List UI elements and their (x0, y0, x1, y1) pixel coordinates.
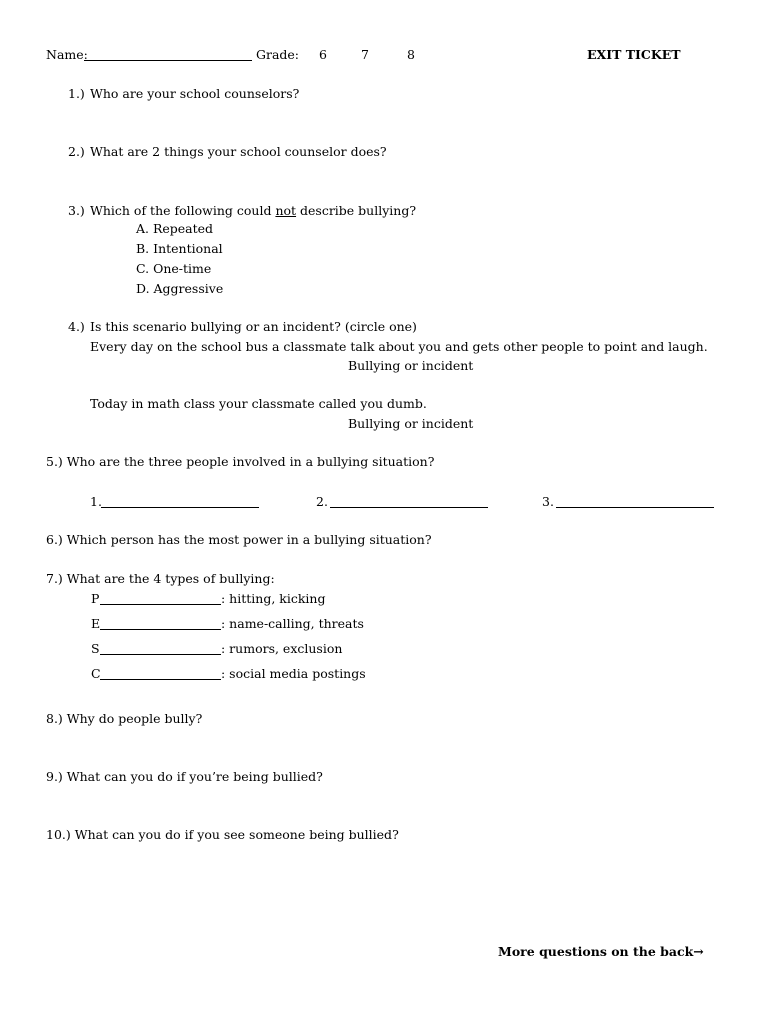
q5-blank-3[interactable] (556, 497, 714, 508)
q1-text: Who are your school counselors? (90, 86, 300, 101)
grade-label: Grade: (256, 47, 300, 62)
grade-option-7[interactable]: 7 (361, 47, 369, 62)
q7-type-e-desc: : name-calling, threats (221, 616, 364, 631)
q7-type-s-letter: S (91, 641, 100, 656)
q5-blank-1[interactable] (101, 497, 259, 508)
q3-option-a[interactable]: A. Repeated (136, 221, 214, 236)
q7-type-e-letter: E (91, 616, 101, 631)
q1-number: 1.) (68, 86, 85, 101)
name-label: Name: (46, 47, 88, 62)
q4-text: Is this scenario bullying or an incident? (circle one) (90, 319, 417, 334)
q4-scenario-1: Every day on the school bus a classmate talk about you and gets other people to point and laugh. (90, 339, 708, 354)
q3-option-d[interactable]: D. Aggressive (136, 281, 224, 296)
q7-type-p-desc: : hitting, kicking (221, 591, 326, 606)
q7-type-c-desc: : social media postings (221, 666, 366, 681)
q3-text (90, 205, 416, 218)
grade-option-8[interactable]: 8 (407, 47, 415, 62)
q7-type-p-blank[interactable] (100, 594, 221, 605)
q7-type-p-letter: P (91, 591, 100, 606)
q4-scenario-2: Today in math class your classmate called you dumb. (90, 396, 427, 411)
q5-blank-2-label: 2. (316, 494, 328, 509)
q3-option-b[interactable]: B. Intentional (136, 241, 223, 256)
q5-text: 5.) Who are the three people involved in a bullying situation? (46, 454, 435, 469)
q7-type-s-blank[interactable] (100, 644, 221, 655)
q6-text: 6.) Which person has the most power in a bullying situation? (46, 532, 432, 547)
q7-type-c-blank[interactable] (100, 669, 221, 680)
q7-type-s-desc: : rumors, exclusion (221, 641, 343, 656)
q4-choice-2[interactable]: Bullying or incident (348, 416, 474, 431)
q3-text-after: describe bullying? (296, 203, 417, 218)
q5-blank-1-label: 1. (90, 494, 102, 509)
q8-text: 8.) Why do people bully? (46, 711, 203, 726)
q2-text: What are 2 things your school counselor does? (90, 144, 387, 159)
q5-blank-2[interactable] (330, 497, 488, 508)
q10-text: 10.) What can you do if you see someone being bullied? (46, 827, 399, 842)
grade-option-6[interactable]: 6 (319, 47, 327, 62)
q3-number: 3.) (68, 203, 85, 218)
q3-text-emphasis: not (275, 203, 297, 218)
q5-blank-3-label: 3. (542, 494, 554, 509)
q4-choice-1[interactable]: Bullying or incident (348, 358, 474, 373)
q7-type-c-letter: C (91, 666, 101, 681)
footer-note: More questions on the back→ (498, 944, 704, 959)
q7-type-e-blank[interactable] (100, 619, 221, 630)
q9-text: 9.) What can you do if you’re being bullied? (46, 769, 323, 784)
q7-text: 7.) What are the 4 types of bullying: (46, 571, 275, 586)
q4-number: 4.) (68, 319, 85, 334)
page-title: EXIT TICKET (587, 47, 681, 62)
name-blank[interactable] (84, 50, 252, 61)
q3-text-before: Which of the following could (90, 203, 276, 218)
q3-option-c[interactable]: C. One-time (136, 261, 212, 276)
q2-number: 2.) (68, 144, 85, 159)
